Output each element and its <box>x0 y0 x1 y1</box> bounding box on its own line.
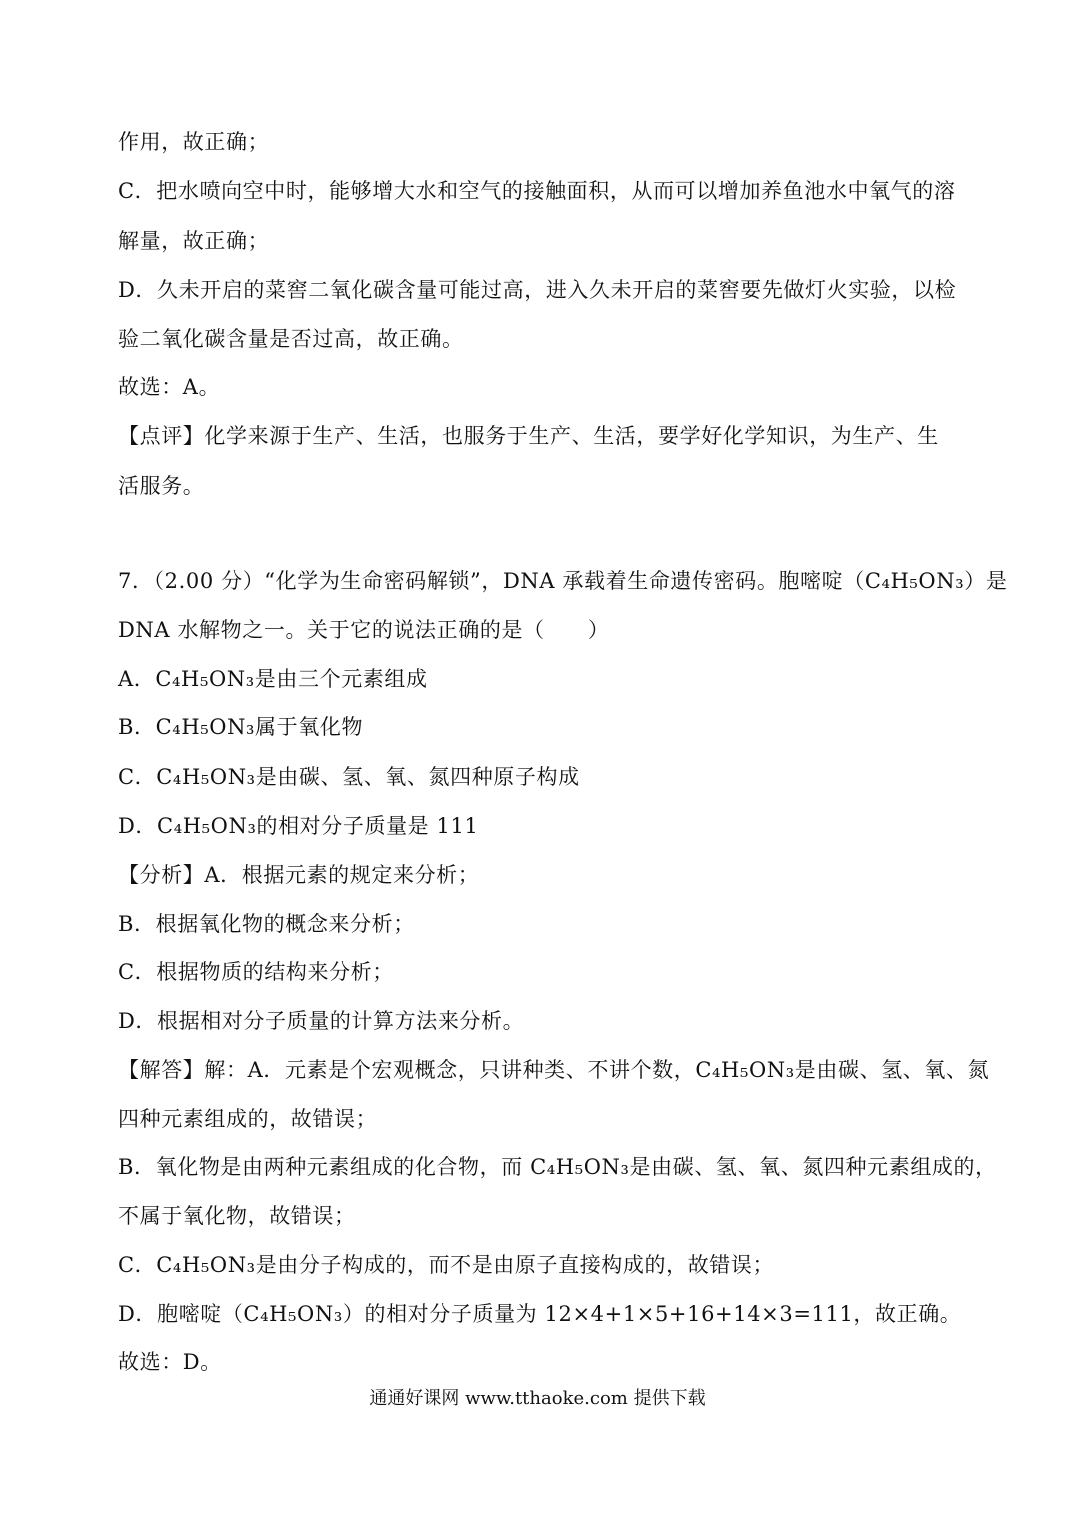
option-c: C．C₄H₅ON₃是由碳、氢、氧、氮四种原子构成 <box>118 765 580 789</box>
answer-line: C．C₄H₅ON₃是由分子构成的，而不是由原子直接构成的，故错误； <box>118 1253 775 1277</box>
text-line: 验二氧化碳含量是否过高，故正确。 <box>118 327 464 351</box>
answer-line: D．胞嘧啶（C₄H₅ON₃）的相对分子质量为 12×4+1×5+16+14×3=111，故正确。 <box>118 1302 962 1326</box>
answer-line: 四种元素组成的，故错误； <box>118 1107 378 1131</box>
question-title: DNA 水解物之一。关于它的说法正确的是（ ） <box>118 618 610 642</box>
answer-line: 不属于氧化物，故错误； <box>118 1204 356 1228</box>
text-line: D．久未开启的菜窖二氧化碳含量可能过高，进入久未开启的菜窖要先做灯火实验，以检 <box>118 278 957 302</box>
analysis-line: B．根据氧化物的概念来分析； <box>118 912 415 936</box>
text-line: 故选：A。 <box>118 375 221 399</box>
analysis-line: C．根据物质的结构来分析； <box>118 960 394 984</box>
text-line: 活服务。 <box>118 474 205 498</box>
answer-line: 故选：D。 <box>118 1350 222 1374</box>
page-footer: 通通好课网 www.tthaoke.com 提供下载 <box>369 1388 706 1409</box>
answer-line: B．氧化物是由两种元素组成的化合物，而 C₄H₅ON₃是由碳、氢、氧、氮四种元素组成的， <box>118 1155 997 1179</box>
option-d: D．C₄H₅ON₃的相对分子质量是 111 <box>118 814 479 838</box>
analysis-line: D．根据相对分子质量的计算方法来分析。 <box>118 1009 525 1033</box>
text-line: C．把水喷向空中时，能够增大水和空气的接触面积，从而可以增加养鱼池水中氧气的溶 <box>118 179 956 203</box>
text-line: 作用，故正确； <box>118 130 270 154</box>
text-line: 【点评】化学来源于生产、生活，也服务于生产、生活，要学好化学知识，为生产、生 <box>118 424 939 448</box>
analysis-line: 【分析】A．根据元素的规定来分析； <box>118 863 480 887</box>
answer-line: 【解答】解：A．元素是个宏观概念，只讲种类、不讲个数，C₄H₅ON₃是由碳、氢、氧、氮 <box>118 1058 990 1082</box>
question-title: 7．（2.00 分）“化学为生命密码解锁”，DNA 承载着生命遗传密码。胞嘧啶（C₄H₅ON₃）是 <box>118 569 1008 593</box>
option-b: B．C₄H₅ON₃属于氧化物 <box>118 715 364 739</box>
text-line: 解量，故正确； <box>118 229 270 253</box>
option-a: A．C₄H₅ON₃是由三个元素组成 <box>118 667 428 691</box>
